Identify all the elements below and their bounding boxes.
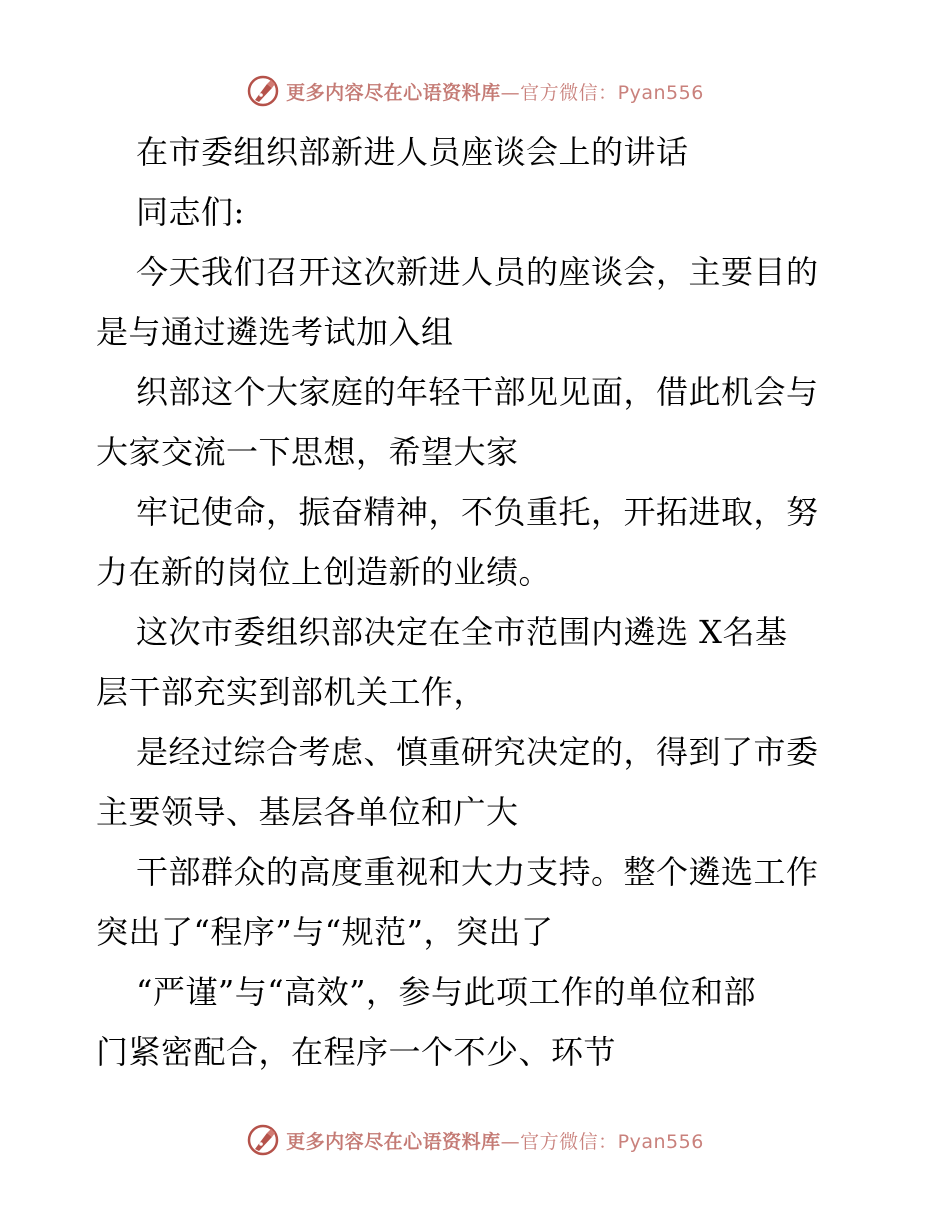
body-line: 这次市委组织部决定在全市范围内遴选 X名基	[136, 613, 788, 651]
document-body	[96, 122, 856, 1082]
header-watermark	[0, 71, 950, 111]
pen-nib-logo-icon	[246, 1123, 280, 1157]
body-line: 是经过综合考虑、慎重研究决定的，得到了市委	[136, 733, 819, 771]
body-line: 力在新的岗位上创造新的业绩。	[96, 553, 552, 591]
watermark-tail-text: —官方微信：Pyan556	[500, 1130, 704, 1153]
watermark-lead-text: 更多内容尽在心语资料库	[286, 81, 501, 104]
salutation: 同志们:	[136, 193, 245, 231]
body-line: 大家交流一下思想，希望大家	[96, 433, 519, 471]
document-title: 在市委组织部新进人员座谈会上的讲话	[136, 133, 689, 171]
pen-nib-logo-icon	[246, 74, 280, 108]
body-line: 今天我们召开这次新进人员的座谈会，主要目的	[136, 253, 819, 291]
body-line: 主要领导、基层各单位和广大	[96, 793, 519, 831]
body-line: 干部群众的高度重视和大力支持。整个遴选工作	[136, 853, 819, 891]
body-line: 层干部充实到部机关工作，	[96, 673, 487, 711]
watermark-lead-text: 更多内容尽在心语资料库	[286, 1130, 501, 1153]
body-line: “严谨”与“高效”，参与此项工作的单位和部	[136, 973, 756, 1011]
body-line: 织部这个大家庭的年轻干部见见面，借此机会与	[136, 373, 819, 411]
body-line: 牢记使命，振奋精神，不负重托，开拓进取，努	[136, 493, 819, 531]
body-line: 是与通过遴选考试加入组	[96, 313, 454, 351]
watermark-tail-text: —官方微信：Pyan556	[500, 81, 704, 104]
body-line: 门紧密配合，在程序一个不少、环节	[96, 1033, 617, 1071]
body-line: 突出了“程序”与“规范”，突出了	[96, 913, 554, 951]
footer-watermark	[0, 1120, 950, 1160]
